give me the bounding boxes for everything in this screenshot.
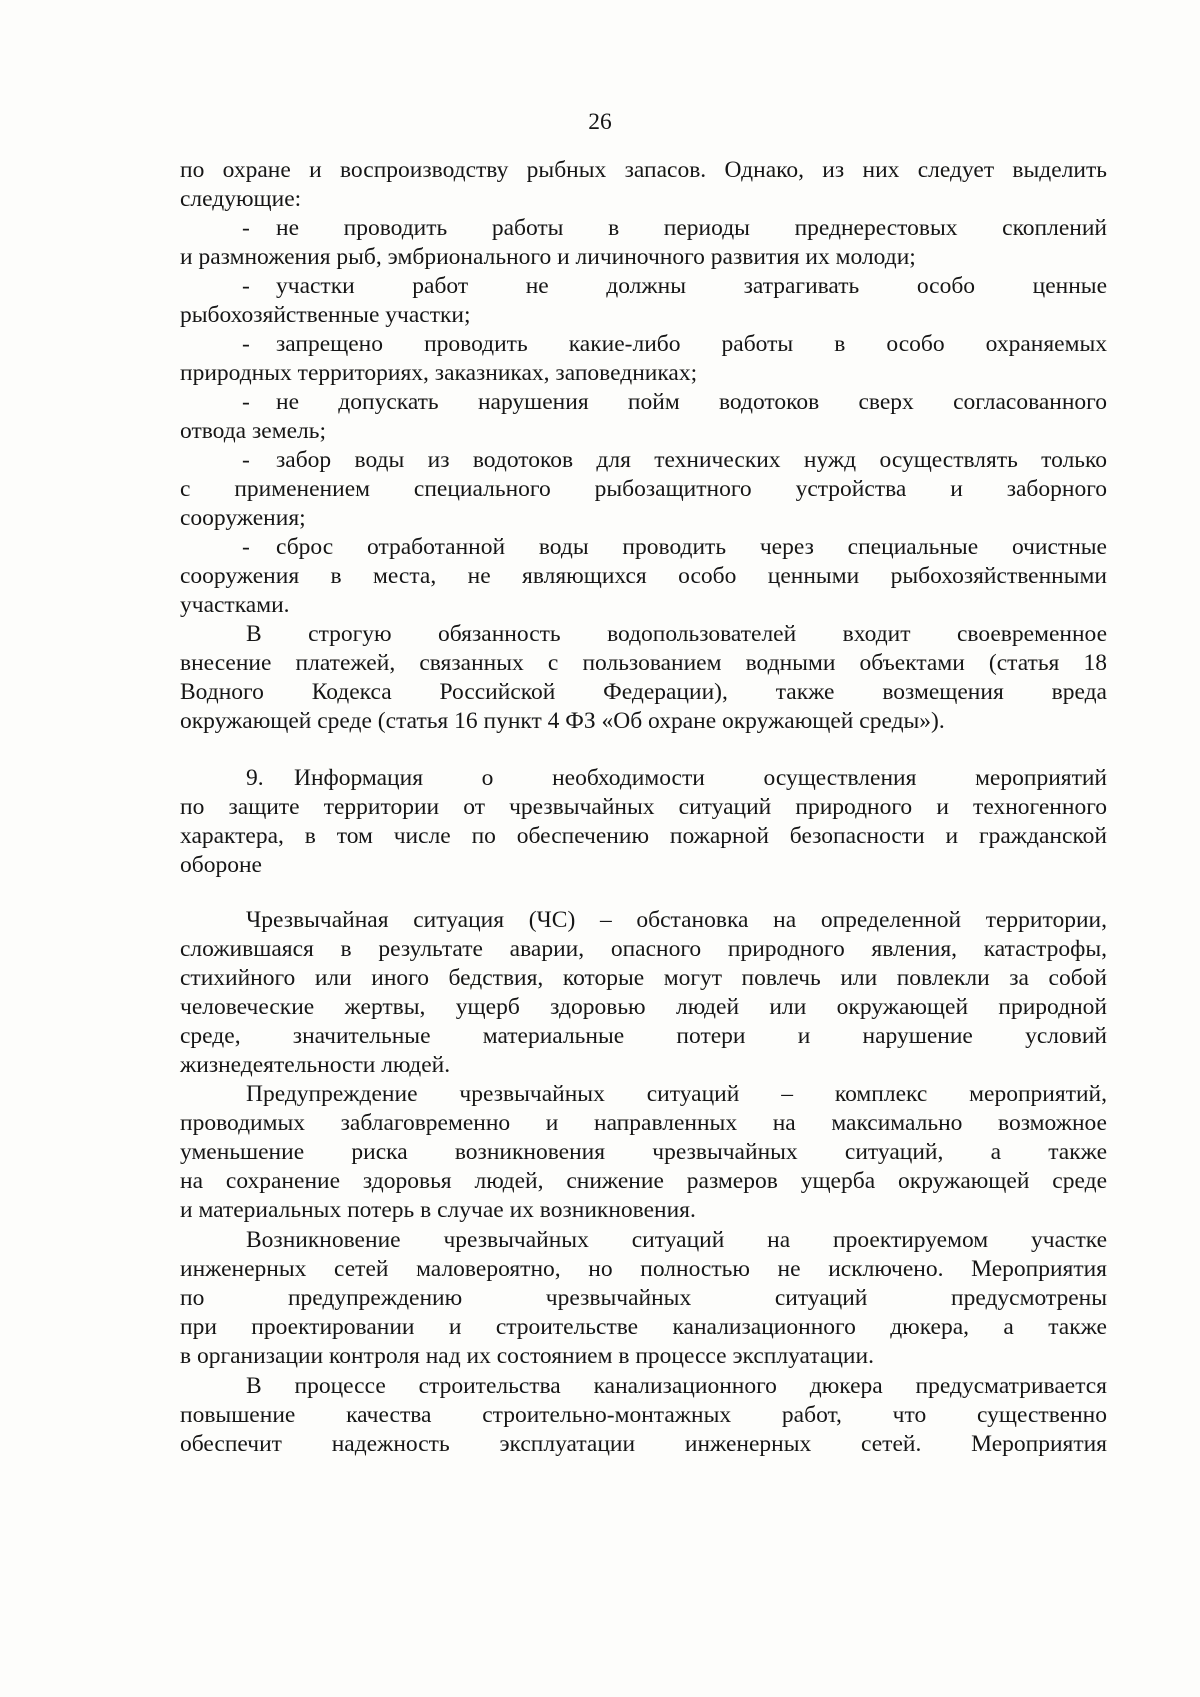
section-heading-line: по защите территории от чрезвычайных ситуаций природного и техногенного xyxy=(180,794,1107,820)
paragraph-line: человеческие жертвы, ущерб здоровью людей или окружающей природной xyxy=(180,994,1107,1020)
bullet-dash: - xyxy=(242,273,250,299)
bullet-dash: - xyxy=(242,534,250,560)
bullet-line: отвода земель; xyxy=(180,418,326,444)
paragraph-line: жизнедеятельности людей. xyxy=(180,1052,451,1078)
bullet-line: рыбохозяйственные участки; xyxy=(180,302,471,328)
section-number: 9. xyxy=(246,765,264,791)
bullet-line xyxy=(242,214,1107,243)
paragraph-line: внесение платежей, связанных с пользованием водными объектами (статья 18 xyxy=(180,650,1107,676)
paragraph-line: проводимых заблаговременно и направленных на максимально возможное xyxy=(180,1110,1107,1136)
bullet-line: участками. xyxy=(180,592,290,618)
paragraph-line: В процессе строительства канализационного дюкера предусматривается xyxy=(246,1373,1107,1399)
paragraph-line: и материальных потерь в случае их возникновения. xyxy=(180,1197,696,1223)
bullet-dash: - xyxy=(242,215,250,241)
paragraph-line: Чрезвычайная ситуация (ЧС) – обстановка на определенной территории, xyxy=(246,907,1107,933)
paragraph-line: В строгую обязанность водопользователей входит своевременное xyxy=(246,621,1107,647)
bullet-text: участки работ не должны затрагивать особо ценные xyxy=(276,273,1107,299)
bullet-line: и размножения рыб, эмбрионального и личиночного развития их молоди; xyxy=(180,244,916,270)
paragraph-line: на сохранение здоровья людей, снижение размеров ущерба окружающей среде xyxy=(180,1168,1107,1194)
paragraph-line: Возникновение чрезвычайных ситуаций на проектируемом участке xyxy=(246,1227,1107,1253)
section-heading-line: обороне xyxy=(180,852,262,878)
section-title-text: Информация о необходимости осуществления мероприятий xyxy=(294,765,1107,791)
paragraph-line: Предупреждение чрезвычайных ситуаций – комплекс мероприятий, xyxy=(246,1081,1107,1107)
paragraph-line: Водного Кодекса Российской Федерации), также возмещения вреда xyxy=(180,679,1107,705)
bullet-text: не проводить работы в периоды преднерестовых скоплений xyxy=(276,215,1107,241)
bullet-line xyxy=(242,446,1107,475)
intro-line: по охране и воспроизводству рыбных запасов. Однако, из них следует выделить xyxy=(180,157,1107,183)
paragraph-line: сложившаяся в результате аварии, опасного природного явления, катастрофы, xyxy=(180,936,1107,962)
bullet-dash: - xyxy=(242,331,250,357)
bullet-line: с применением специального рыбозащитного устройства и заборного xyxy=(180,476,1107,502)
bullet-line: природных территориях, заказниках, заповедниках; xyxy=(180,360,698,386)
paragraph-line: окружающей среде (статья 16 пункт 4 ФЗ «Об охране окружающей среды»). xyxy=(180,708,945,734)
section-heading-line xyxy=(246,764,1107,793)
paragraph-line: повышение качества строительно-монтажных работ, что существенно xyxy=(180,1402,1107,1428)
bullet-line xyxy=(242,533,1107,562)
bullet-line xyxy=(242,330,1107,359)
paragraph-line: по предупреждению чрезвычайных ситуаций предусмотрены xyxy=(180,1285,1107,1311)
intro-line: следующие: xyxy=(180,186,302,212)
paragraph-line: обеспечит надежность эксплуатации инженерных сетей. Мероприятия xyxy=(180,1431,1107,1457)
bullet-line xyxy=(242,272,1107,301)
paragraph-line: среде, значительные материальные потери и нарушение условий xyxy=(180,1023,1107,1049)
bullet-line: сооружения в места, не являющихся особо ценными рыбохозяйственными xyxy=(180,563,1107,589)
bullet-dash: - xyxy=(242,389,250,415)
bullet-dash: - xyxy=(242,447,250,473)
bullet-text: запрещено проводить какие-либо работы в особо охраняемых xyxy=(276,331,1107,357)
paragraph-line: в организации контроля над их состоянием в процессе эксплуатации. xyxy=(180,1343,874,1369)
bullet-text: сброс отработанной воды проводить через специальные очистные xyxy=(276,534,1107,560)
paragraph-line: стихийного или иного бедствия, которые могут повлечь или повлекли за собой xyxy=(180,965,1107,991)
paragraph-line: инженерных сетей маловероятно, но полностью не исключено. Мероприятия xyxy=(180,1256,1107,1282)
paragraph-line: при проектировании и строительстве канализационного дюкера, а также xyxy=(180,1314,1107,1340)
paragraph-line: уменьшение риска возникновения чрезвычайных ситуаций, а также xyxy=(180,1139,1107,1165)
bullet-line: сооружения; xyxy=(180,505,306,531)
bullet-text: не допускать нарушения пойм водотоков сверх согласованного xyxy=(276,389,1107,415)
page-number: 26 xyxy=(588,109,612,135)
bullet-text: забор воды из водотоков для технических нужд осуществлять только xyxy=(276,447,1107,473)
section-heading-line: характера, в том числе по обеспечению пожарной безопасности и гражданской xyxy=(180,823,1107,849)
bullet-line xyxy=(242,388,1107,417)
